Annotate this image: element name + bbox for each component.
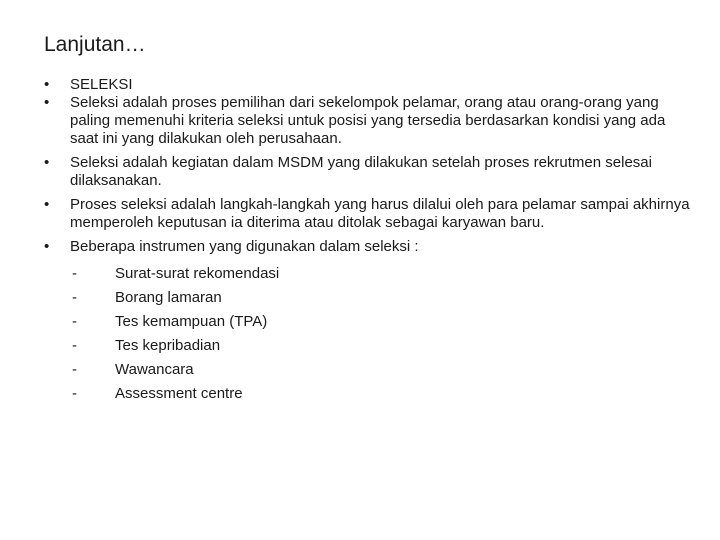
list-item (44, 286, 694, 310)
bullet-marker: • (44, 196, 50, 213)
bullet-item (44, 76, 694, 94)
instrument-list (44, 262, 694, 406)
bullet-text: SELEKSI (70, 76, 133, 93)
bullet-item (44, 154, 694, 190)
list-item-text: Tes kepribadian (115, 337, 221, 354)
list-marker: - (72, 289, 77, 306)
list-marker: - (72, 337, 77, 354)
list-item (44, 382, 694, 406)
list-marker: - (72, 313, 77, 330)
list-item (44, 262, 694, 286)
bullet-text: Beberapa instrumen yang digunakan dalam seleksi : (70, 238, 419, 255)
list-marker: - (72, 265, 77, 282)
bullet-marker: • (44, 76, 50, 93)
bullet-item (44, 196, 694, 232)
slide-title: Lanjutan… (44, 33, 146, 56)
list-item-text: Tes kemampuan (TPA) (115, 313, 268, 330)
list-item (44, 334, 694, 358)
list-item-text: Wawancara (115, 361, 194, 378)
bullet-marker: • (44, 94, 50, 111)
list-item-text: Surat-surat rekomendasi (115, 265, 280, 282)
bullet-text: Proses seleksi adalah langkah-langkah yang harus dilalui oleh para pelamar sampai akhirnya memperoleh keputusan ia diterima atau ditolak sebagai karyawan baru. (70, 196, 690, 231)
bullet-marker: • (44, 154, 50, 171)
bullet-item (44, 94, 694, 148)
bullet-text: Seleksi adalah kegiatan dalam MSDM yang dilakukan setelah proses rekrutmen selesai dilaksanakan. (70, 154, 652, 189)
list-item (44, 310, 694, 334)
list-item-text: Borang lamaran (115, 289, 222, 306)
list-item (44, 358, 694, 382)
bullet-marker: • (44, 238, 50, 255)
list-item-text: Assessment centre (115, 385, 243, 402)
list-marker: - (72, 361, 77, 378)
slide-content (44, 76, 694, 406)
bullet-item (44, 238, 694, 256)
bullet-text: Seleksi adalah proses pemilihan dari sekelompok pelamar, orang atau orang-orang yang paling memenuhi kriteria seleksi untuk posisi yang tersedia berdasarkan kondisi yang ada saat ini yang dilakukan oleh perusahaan. (70, 94, 666, 147)
list-marker: - (72, 385, 77, 402)
